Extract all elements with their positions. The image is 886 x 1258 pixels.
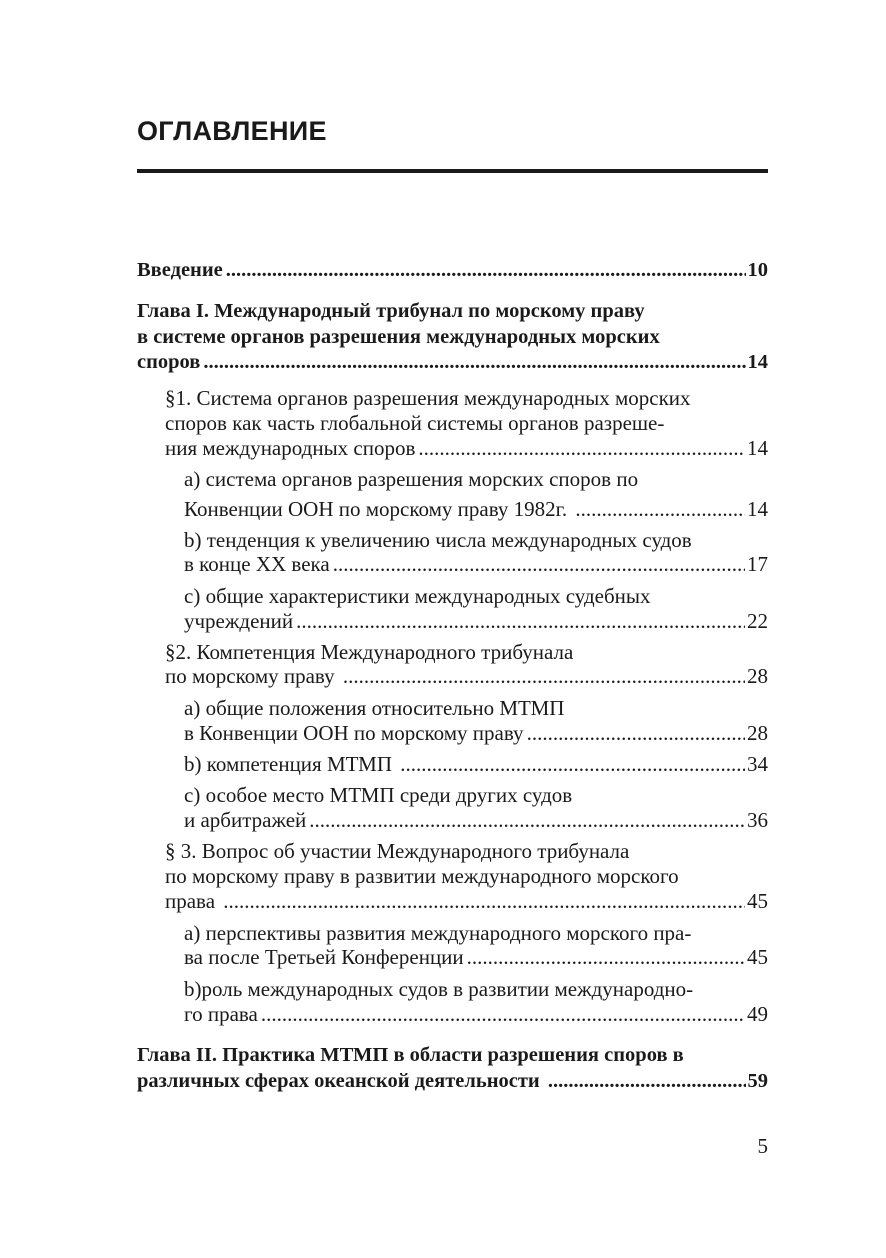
dot-leader — [261, 1002, 745, 1026]
toc-chapter-1[interactable] — [137, 350, 768, 374]
toc-page-number: 45 — [747, 889, 768, 913]
toc-subsection-1b[interactable] — [184, 552, 768, 576]
dot-leader — [575, 497, 745, 521]
toc-subsection-3b-line-1[interactable]: b)роль международных судов в развитии международно- — [184, 977, 694, 1001]
dot-leader — [333, 552, 745, 576]
toc-section-2-line-1[interactable]: §2. Компетенция Международного трибунала — [165, 640, 574, 664]
toc-subsection-2c-line-1[interactable]: c) особое место МТМП среди других судов — [184, 783, 573, 807]
dot-leader — [223, 889, 745, 913]
toc-page-number: 14 — [747, 351, 768, 373]
toc-page-number: 49 — [747, 1002, 768, 1026]
toc-entry-title: права — [165, 889, 221, 913]
toc-page-number: 28 — [747, 721, 768, 745]
toc-entry-title: различных сферах океанской деятельности — [137, 1070, 545, 1092]
title-rule — [137, 169, 768, 173]
toc-subsection-1c[interactable] — [184, 609, 768, 633]
toc-subsection-1b-line-1[interactable]: b) тенденция к увеличению числа международных судов — [184, 528, 692, 552]
toc-page-number: 34 — [747, 752, 768, 776]
toc-entry-title: по морскому праву — [165, 664, 340, 688]
toc-entry-title: и арбитражей — [184, 808, 307, 832]
toc-entry-title: в Конвенции ООН по морскому праву — [184, 721, 524, 745]
toc-entry-title: в конце XX века — [184, 552, 330, 576]
toc-section-3-line-1[interactable]: § 3. Вопрос об участии Международного трибунала — [165, 839, 630, 863]
toc-subsection-1a-line-1[interactable]: a) система органов разрешения морских споров по — [184, 467, 639, 491]
toc-entry-title: учреждений — [184, 609, 294, 633]
dot-leader — [309, 808, 745, 832]
toc-section-1[interactable] — [165, 436, 768, 460]
toc-subsection-3a-line-1[interactable]: a) перспективы развития международного морского пра- — [184, 921, 692, 945]
toc-subsection-3a[interactable] — [184, 945, 768, 969]
dot-leader — [467, 945, 745, 969]
toc-subsection-2c[interactable] — [184, 808, 768, 832]
toc-page-number: 45 — [747, 945, 768, 969]
toc-chapter-1-line-1[interactable]: Глава I. Международный трибунал по морскому праву — [137, 300, 645, 322]
toc-page-number: 10 — [747, 259, 768, 281]
toc-page-number: 14 — [747, 436, 768, 460]
toc-page-number: 22 — [747, 609, 768, 633]
toc-section-3-line-2[interactable]: по морскому праву в развитии международного морского — [165, 864, 679, 888]
toc-entry-title: ния международных споров — [165, 436, 416, 460]
toc-entry-title: Введение — [137, 259, 223, 281]
toc-section-3[interactable] — [165, 889, 768, 913]
dot-leader — [203, 350, 745, 374]
dot-leader — [343, 664, 745, 688]
toc-subsection-3b[interactable] — [184, 1002, 768, 1026]
toc-page-number: 17 — [747, 552, 768, 576]
page-number: 5 — [757, 1134, 768, 1158]
toc-entry-title: Конвенции ООН по морскому праву 1982г. — [184, 497, 573, 521]
toc-entry-title: го права — [184, 1002, 258, 1026]
toc-subsection-2b[interactable] — [184, 752, 768, 776]
toc-page-number: 36 — [747, 808, 768, 832]
dot-leader — [548, 1069, 746, 1093]
dot-leader — [418, 436, 745, 460]
toc-subsection-1a[interactable] — [184, 497, 768, 521]
dot-leader — [226, 258, 746, 282]
toc-page-number: 28 — [747, 664, 768, 688]
toc-chapter-1-line-2[interactable]: в системе органов разрешения международных морских — [137, 326, 660, 348]
toc-chapter-2-line-1[interactable]: Глава II. Практика МТМП в области разрешения споров в — [137, 1044, 684, 1066]
toc-entry-title: споров — [137, 351, 201, 373]
toc-subsection-2a-line-1[interactable]: a) общие положения относительно МТМП — [184, 696, 565, 720]
dot-leader — [296, 609, 745, 633]
toc-entry-intro[interactable] — [137, 258, 768, 282]
toc-page-number: 59 — [747, 1070, 768, 1092]
toc-entry-title: b) компетенция МТМП — [184, 752, 398, 776]
page-title: ОГЛАВЛЕНИЕ — [137, 116, 327, 146]
toc-subsection-2a[interactable] — [184, 721, 768, 745]
toc-section-1-line-1[interactable]: §1. Система органов разрешения международных морских — [165, 386, 691, 410]
toc-section-2[interactable] — [165, 664, 768, 688]
dot-leader — [400, 752, 745, 776]
dot-leader — [527, 721, 745, 745]
toc-page-number: 14 — [747, 497, 768, 521]
toc-section-1-line-2[interactable]: споров как часть глобальной системы органов разреше- — [165, 411, 665, 435]
toc-chapter-2[interactable] — [137, 1069, 768, 1093]
toc-entry-title: ва после Третьей Конференции — [184, 945, 464, 969]
toc-subsection-1c-line-1[interactable]: c) общие характеристики международных судебных — [184, 584, 651, 608]
